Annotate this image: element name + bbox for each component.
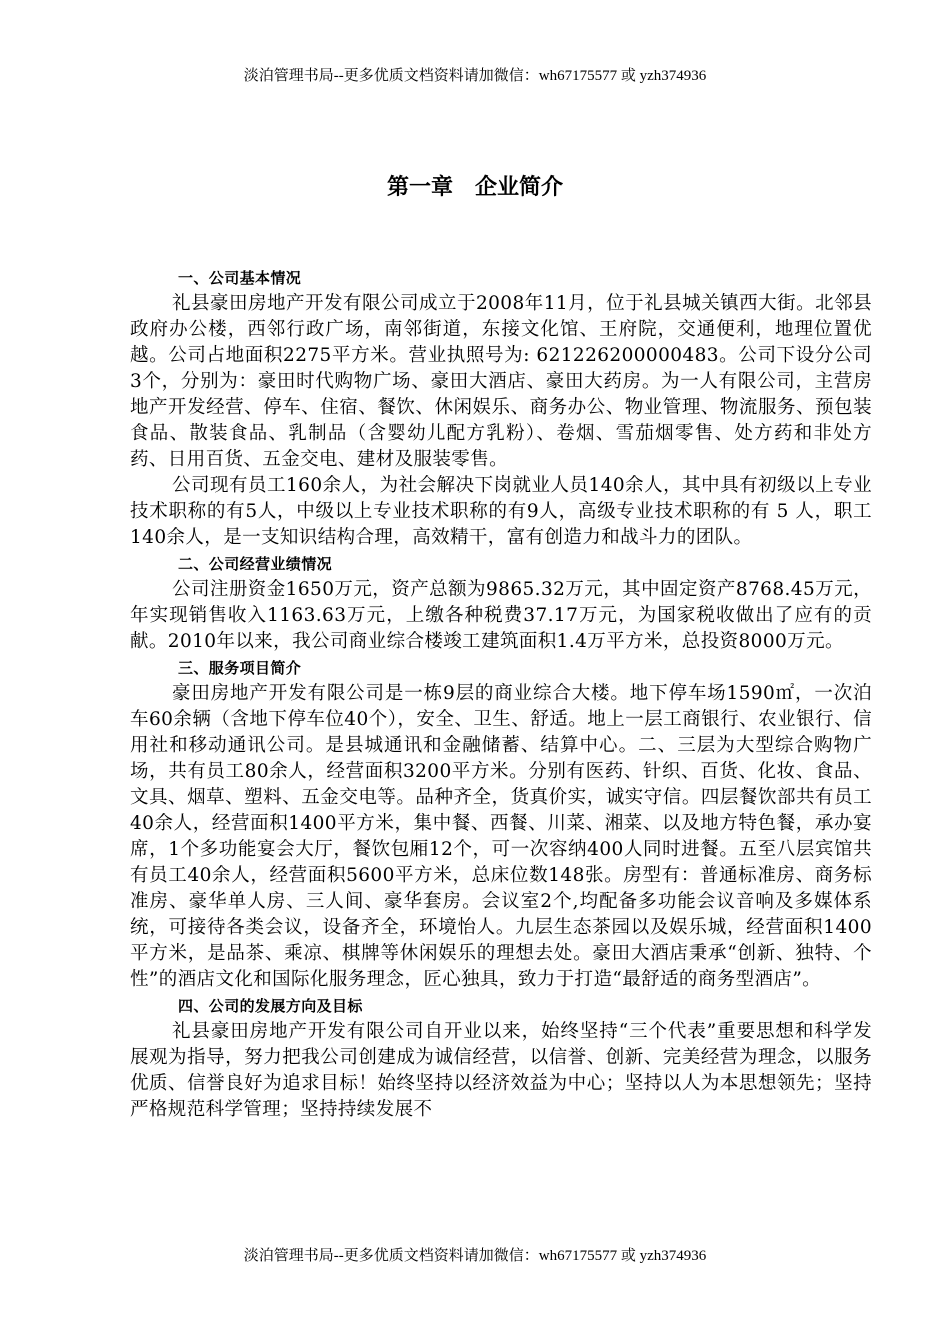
section-heading: 三、服务项目简介: [178, 659, 302, 677]
section-development-goals: [130, 993, 872, 1123]
paragraph: 公司注册资金1650万元，资产总额为9865.32万元，其中固定资产8768.45万元，年实现销售收入1163.63万元，上缴各种税费37.17万元，为国家税收做出了应有的贡献。2010年以来，我公司商业综合楼竣工建筑面积1.4万平方米，总投资8000万元。: [130, 579, 872, 652]
section-company-basics: [130, 265, 872, 551]
section-service-projects: [130, 655, 872, 993]
chapter-title: 第一章 企业简介: [386, 175, 563, 200]
paragraph: 公司现有员工160余人，为社会解决下岗就业人员140余人，其中具有初级以上专业技术职称的有5人，中级以上专业技术职称的有9人，高级专业技术职称的有 5 人，职工140余人，是一支知识结构合理，高效精干，富有创造力和战斗力的团队。: [130, 475, 872, 548]
page-footer: 淡泊管理书局--更多优质文档资料请加微信：wh67175577 或 yzh374936: [243, 1248, 707, 1264]
document-body: [130, 265, 872, 1123]
section-heading: 一、公司基本情况: [178, 269, 302, 287]
page-header: 淡泊管理书局--更多优质文档资料请加微信：wh67175577 或 yzh374936: [243, 68, 707, 84]
section-heading: 二、公司经营业绩情况: [178, 555, 333, 573]
paragraph: 礼县豪田房地产开发有限公司自开业以来，始终坚持“三个代表”重要思想和科学发展观为指导，努力把我公司创建成为诚信经营，以信誉、创新、完美经营为理念，以服务优质、信誉良好为追求目标！始终坚持以经济效益为中心；坚持以人为本思想领先；坚持严格规范科学管理；坚持持续发展不: [130, 1021, 872, 1120]
paragraph: 豪田房地产开发有限公司是一栋9层的商业综合大楼。地下停车场1590㎡，一次泊车60余辆（含地下停车位40个），安全、卫生、舒适。地上一层工商银行、农业银行、信用社和移动通讯公司。是县城通讯和金融储蓄、结算中心。二、三层为大型综合购物广场，共有员工80余人，经营面积3200平方米。分别有医药、针织、百货、化妆、食品、文具、烟草、塑料、五金交电等。品种齐全，货真价实，诚实守信。四层餐饮部共有员工40余人，经营面积1400平方米，集中餐、西餐、川菜、湘菜、以及地方特色餐，承办宴席，1个多功能宴会大厅，餐饮包厢12个，可一次容纳400人同时进餐。五至八层宾馆共有员工40余人，经营面积5600平方米，总床位数148张。房型有：普通标准房、商务标准房、豪华单人房、三人间、豪华套房。会议室2个,均配备多功能会议音响及多媒体系统，可接待各类会议，设备齐全，环境怡人。九层生态茶园以及娱乐城，经营面积1400平方米，是品茶、乘凉、棋牌等休闲娱乐的理想去处。豪田大酒店秉承“创新、独特、个性”的酒店文化和国际化服务理念，匠心独具，致力于打造“最舒适的商务型酒店”。: [130, 683, 872, 990]
paragraph: 礼县豪田房地产开发有限公司成立于2008年11月，位于礼县城关镇西大街。北邻县政府办公楼，西邻行政广场，南邻街道，东接文化馆、王府院，交通便利，地理位置优越。公司占地面积2275平方米。营业执照号为: 621226200000483。公司下设分公司3个，分别为：豪田时代购物广场、豪田大酒店、豪田大药房。为一人有限公司，主营房地产开发经营、停车、住宿、餐饮、休闲娱乐、商务办公、物业管理、物流服务、预包装食品、散装食品、乳制品（含婴幼儿配方乳粉）、卷烟、雪茄烟零售、处方药和非处方药、日用百货、五金交电、建材及服装零售。: [130, 293, 872, 470]
section-business-performance: [130, 551, 872, 655]
section-heading: 四、公司的发展方向及目标: [178, 997, 363, 1015]
